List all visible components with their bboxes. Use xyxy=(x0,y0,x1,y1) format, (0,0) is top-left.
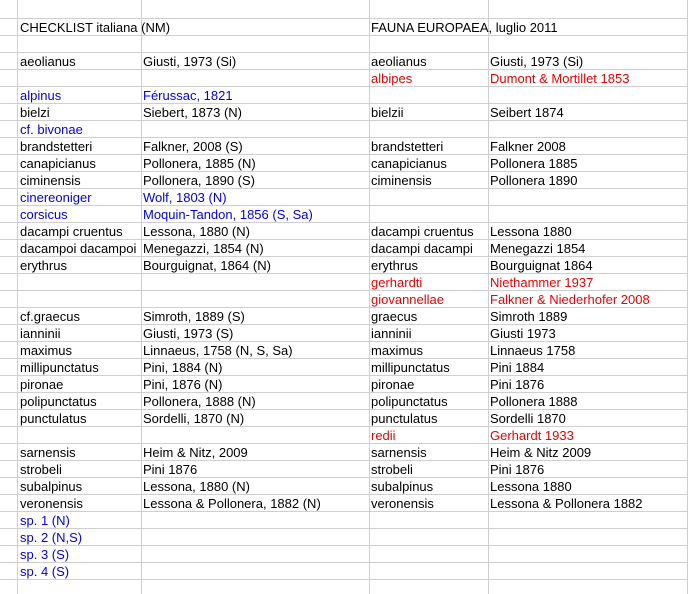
species-name-checklist[interactable]: alpinus xyxy=(20,88,62,103)
species-name-fauna-europaea[interactable] xyxy=(369,512,488,529)
species-name-checklist[interactable]: bielzi xyxy=(20,105,50,120)
author-fauna-europaea[interactable] xyxy=(488,189,688,206)
species-name-fauna-europaea[interactable] xyxy=(369,546,488,563)
species-name-checklist[interactable]: dacampi cruentus xyxy=(20,224,123,239)
author-fauna-europaea[interactable]: Pini 1884 xyxy=(490,360,545,375)
author-fauna-europaea[interactable]: Bourguignat 1864 xyxy=(490,258,593,273)
species-name-fauna-europaea[interactable] xyxy=(369,563,488,580)
author-checklist[interactable] xyxy=(141,427,369,444)
species-name-fauna-europaea[interactable]: strobeli xyxy=(371,462,413,477)
author-checklist[interactable]: Siebert, 1873 (N) xyxy=(143,105,242,120)
species-name-checklist[interactable]: veronensis xyxy=(20,496,83,511)
species-name-fauna-europaea[interactable]: polipunctatus xyxy=(371,394,448,409)
species-name-checklist[interactable]: pironae xyxy=(20,377,64,392)
species-name-checklist[interactable]: sp. 3 (S) xyxy=(20,547,70,562)
author-checklist[interactable] xyxy=(141,291,369,308)
author-checklist[interactable]: Pollonera, 1890 (S) xyxy=(143,173,256,188)
author-checklist[interactable]: Lessona, 1880 (N) xyxy=(143,479,250,494)
author-fauna-europaea[interactable] xyxy=(488,546,688,563)
author-checklist[interactable]: Moquin-Tandon, 1856 (S, Sa) xyxy=(143,207,313,222)
species-name-checklist[interactable]: sp. 4 (S) xyxy=(20,564,70,579)
author-fauna-europaea[interactable] xyxy=(488,529,688,546)
author-checklist[interactable] xyxy=(141,70,369,87)
author-fauna-europaea[interactable]: Pini 1876 xyxy=(490,462,545,477)
author-fauna-europaea[interactable]: Pollonera 1888 xyxy=(490,394,578,409)
author-checklist[interactable] xyxy=(141,512,369,529)
species-name-checklist[interactable]: maximus xyxy=(20,343,73,358)
species-name-checklist[interactable]: cf. bivonae xyxy=(20,122,83,137)
species-name-fauna-europaea[interactable]: ciminensis xyxy=(371,173,432,188)
author-fauna-europaea[interactable]: Pollonera 1885 xyxy=(490,156,578,171)
species-name-fauna-europaea[interactable]: gerhardti xyxy=(371,275,423,290)
author-fauna-europaea[interactable]: Linnaeus 1758 xyxy=(490,343,576,358)
species-name-fauna-europaea[interactable]: albipes xyxy=(371,71,413,86)
author-checklist[interactable]: Menegazzi, 1854 (N) xyxy=(143,241,264,256)
species-name-fauna-europaea[interactable]: pironae xyxy=(371,377,415,392)
author-fauna-europaea[interactable]: Seibert 1874 xyxy=(490,105,564,120)
author-fauna-europaea[interactable]: Pini 1876 xyxy=(490,377,545,392)
author-checklist[interactable]: Pini, 1884 (N) xyxy=(143,360,223,375)
species-name-fauna-europaea[interactable]: veronensis xyxy=(371,496,434,511)
author-fauna-europaea[interactable]: Lessona & Pollonera 1882 xyxy=(490,496,643,511)
author-checklist[interactable]: Bourguignat, 1864 (N) xyxy=(143,258,271,273)
author-fauna-europaea[interactable]: Dumont & Mortillet 1853 xyxy=(490,71,630,86)
species-name-fauna-europaea[interactable]: dacampi dacampi xyxy=(371,241,473,256)
author-checklist[interactable]: Lessona, 1880 (N) xyxy=(143,224,250,239)
species-name-fauna-europaea[interactable] xyxy=(369,529,488,546)
author-fauna-europaea[interactable] xyxy=(488,563,688,580)
species-name-checklist[interactable] xyxy=(18,70,141,87)
author-fauna-europaea[interactable]: Pollonera 1890 xyxy=(490,173,578,188)
author-checklist[interactable] xyxy=(141,546,369,563)
species-name-fauna-europaea[interactable]: ianninii xyxy=(371,326,412,341)
species-name-checklist[interactable]: cinereoniger xyxy=(20,190,92,205)
author-checklist[interactable]: Pini, 1876 (N) xyxy=(143,377,223,392)
author-checklist[interactable] xyxy=(141,36,369,53)
species-name-checklist[interactable] xyxy=(18,36,141,53)
species-name-checklist[interactable]: ciminensis xyxy=(20,173,81,188)
species-name-fauna-europaea[interactable]: brandstetteri xyxy=(371,139,444,154)
species-name-fauna-europaea[interactable]: bielzii xyxy=(371,105,404,120)
species-name-checklist[interactable]: aeolianus xyxy=(20,54,76,69)
species-name-fauna-europaea[interactable]: aeolianus xyxy=(371,54,427,69)
species-name-fauna-europaea[interactable]: punctulatus xyxy=(371,411,438,426)
author-fauna-europaea[interactable] xyxy=(488,121,688,138)
author-checklist[interactable] xyxy=(141,563,369,580)
species-name-fauna-europaea[interactable]: sarnensis xyxy=(371,445,427,460)
author-checklist[interactable]: Falkner, 2008 (S) xyxy=(143,139,243,154)
author-fauna-europaea[interactable]: Lessona 1880 xyxy=(490,224,572,239)
author-checklist[interactable]: Pollonera, 1888 (N) xyxy=(143,394,256,409)
species-name-fauna-europaea[interactable]: giovannellae xyxy=(371,292,445,307)
author-checklist[interactable]: Pini 1876 xyxy=(143,462,198,477)
author-fauna-europaea[interactable]: Niethammer 1937 xyxy=(490,275,594,290)
species-name-fauna-europaea[interactable]: dacampi cruentus xyxy=(371,224,474,239)
left-table-title[interactable]: CHECKLIST italiana (NM) xyxy=(20,20,171,35)
species-name-checklist[interactable]: canapicianus xyxy=(20,156,96,171)
species-name-fauna-europaea[interactable] xyxy=(369,36,488,53)
author-fauna-europaea[interactable]: Simroth 1889 xyxy=(490,309,568,324)
species-name-checklist[interactable]: sp. 2 (N,S) xyxy=(20,530,83,545)
author-checklist[interactable]: Linnaeus, 1758 (N, S, Sa) xyxy=(143,343,293,358)
author-checklist[interactable]: Simroth, 1889 (S) xyxy=(143,309,245,324)
author-fauna-europaea[interactable]: Giusti 1973 xyxy=(490,326,556,341)
right-table-title[interactable]: FAUNA EUROPAEA, luglio 2011 xyxy=(371,20,558,35)
author-fauna-europaea[interactable]: Lessona 1880 xyxy=(490,479,572,494)
species-name-checklist[interactable]: sp. 1 (N) xyxy=(20,513,70,528)
species-name-fauna-europaea[interactable] xyxy=(369,206,488,223)
author-checklist[interactable]: Férussac, 1821 xyxy=(143,88,233,103)
species-name-checklist[interactable]: subalpinus xyxy=(20,479,83,494)
species-name-checklist[interactable]: strobeli xyxy=(20,462,62,477)
species-name-checklist[interactable]: brandstetteri xyxy=(20,139,93,154)
species-name-fauna-europaea[interactable] xyxy=(369,121,488,138)
species-name-fauna-europaea[interactable] xyxy=(369,189,488,206)
author-fauna-europaea[interactable] xyxy=(488,512,688,529)
species-name-checklist[interactable]: sarnensis xyxy=(20,445,76,460)
species-name-checklist[interactable] xyxy=(18,427,141,444)
species-name-fauna-europaea[interactable]: canapicianus xyxy=(371,156,447,171)
species-name-checklist[interactable]: corsicus xyxy=(20,207,68,222)
author-fauna-europaea[interactable]: Gerhardt 1933 xyxy=(490,428,574,443)
species-name-checklist[interactable]: polipunctatus xyxy=(20,394,97,409)
author-fauna-europaea[interactable]: Falkner 2008 xyxy=(490,139,566,154)
author-checklist[interactable]: Pollonera, 1885 (N) xyxy=(143,156,256,171)
author-fauna-europaea[interactable] xyxy=(488,87,688,104)
species-name-checklist[interactable]: erythrus xyxy=(20,258,67,273)
author-fauna-europaea[interactable] xyxy=(488,36,688,53)
author-checklist[interactable] xyxy=(141,274,369,291)
species-name-checklist[interactable]: millipunctatus xyxy=(20,360,99,375)
species-name-checklist[interactable]: dacampoi dacampoi xyxy=(20,241,137,256)
author-fauna-europaea[interactable]: Menegazzi 1854 xyxy=(490,241,586,256)
author-fauna-europaea[interactable]: Heim & Nitz 2009 xyxy=(490,445,592,460)
author-fauna-europaea[interactable] xyxy=(488,206,688,223)
species-name-checklist[interactable]: cf.graecus xyxy=(20,309,80,324)
species-name-checklist[interactable]: ianninii xyxy=(20,326,61,341)
author-checklist[interactable]: Giusti, 1973 (Si) xyxy=(143,54,237,69)
author-fauna-europaea[interactable]: Giusti, 1973 (Si) xyxy=(490,54,584,69)
species-name-fauna-europaea[interactable]: redii xyxy=(371,428,396,443)
species-name-fauna-europaea[interactable]: millipunctatus xyxy=(371,360,450,375)
author-checklist[interactable]: Wolf, 1803 (N) xyxy=(143,190,227,205)
species-name-fauna-europaea[interactable]: subalpinus xyxy=(371,479,434,494)
author-checklist[interactable]: Lessona & Pollonera, 1882 (N) xyxy=(143,496,321,511)
species-name-checklist[interactable] xyxy=(18,291,141,308)
author-checklist[interactable] xyxy=(141,121,369,138)
author-checklist[interactable] xyxy=(141,529,369,546)
species-name-fauna-europaea[interactable]: erythrus xyxy=(371,258,418,273)
author-checklist[interactable]: Heim & Nitz, 2009 xyxy=(143,445,248,460)
species-name-checklist[interactable] xyxy=(18,274,141,291)
author-checklist[interactable]: Sordelli, 1870 (N) xyxy=(143,411,245,426)
species-name-fauna-europaea[interactable] xyxy=(369,87,488,104)
species-name-fauna-europaea[interactable]: maximus xyxy=(371,343,424,358)
author-fauna-europaea[interactable]: Sordelli 1870 xyxy=(490,411,566,426)
species-name-fauna-europaea[interactable]: graecus xyxy=(371,309,418,324)
author-checklist[interactable]: Giusti, 1973 (S) xyxy=(143,326,234,341)
species-name-checklist[interactable]: punctulatus xyxy=(20,411,87,426)
author-fauna-europaea[interactable]: Falkner & Niederhofer 2008 xyxy=(490,292,650,307)
